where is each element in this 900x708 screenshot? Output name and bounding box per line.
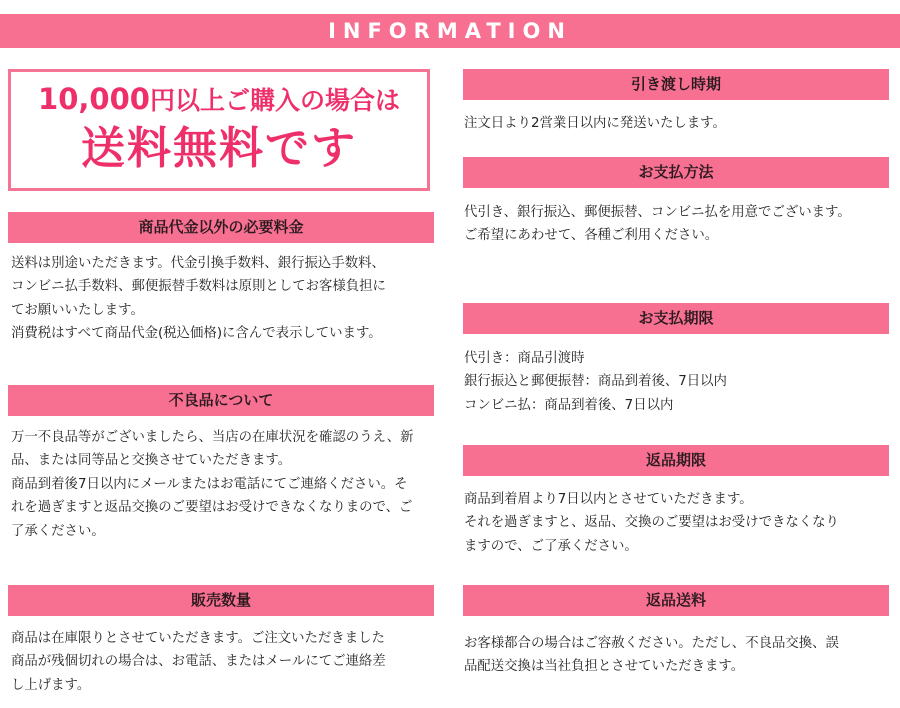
defects-line: れを過ぎますと返品交換のご要望はお受けできなくなりまので、ご (11, 500, 413, 516)
payment-method-line: ご希望にあわせて、各種ご利用ください。 (464, 228, 719, 244)
information-banner (0, 14, 900, 48)
return-shipping-line: 品配送交換は当社負担とさせていただきます。 (464, 659, 745, 675)
quantity-title: 販売数量 (190, 591, 251, 609)
return-shipping-text (464, 632, 892, 679)
banner-title: INFORMATION (328, 19, 572, 43)
quantity-line: 商品が残個切れの場合は、お電話、またはメールにてご連絡差 (11, 654, 386, 670)
section-header-return-period (463, 445, 889, 476)
return-period-text (464, 488, 892, 558)
return-shipping-line: お客様都合の場合はご容赦ください。ただし、不良品交換、誤 (464, 636, 839, 651)
section-header-fees (8, 212, 434, 243)
promo-line-2: 送料無料です (81, 123, 357, 174)
payment-deadline-line: コンビニ払：商品到着後、7日以内 (464, 397, 674, 413)
payment-method-title: お支払方法 (638, 163, 714, 181)
return-period-line: ますので、ご了承ください。 (464, 538, 638, 554)
quantity-line: し上げます。 (11, 677, 91, 693)
section-header-delivery (463, 69, 889, 100)
free-shipping-promo (8, 69, 430, 191)
section-header-payment-deadline (463, 303, 889, 334)
return-period-line: 商品到着眉より7日以内とさせていただきます。 (464, 492, 753, 507)
payment-deadline-text (464, 347, 892, 417)
defects-line: 品、または同等品と交換させていただきます。 (11, 453, 292, 469)
defects-line: 商品到着後7日以内にメールまたはお電話にてご連絡ください。そ (11, 476, 408, 492)
defects-title: 不良品について (168, 391, 274, 409)
defects-text (11, 426, 439, 543)
payment-deadline-line: 代引き：商品引渡時 (464, 351, 585, 366)
return-shipping-title: 返品送料 (645, 591, 706, 609)
delivery-text (464, 112, 892, 135)
promo-line-1 (11, 84, 427, 116)
payment-deadline-title: お支払期限 (638, 309, 714, 327)
delivery-title: 引き渡し時期 (630, 75, 721, 93)
fees-line: 送料は別途いただきます。代金引換手数料、銀行振込手数料、 (11, 256, 385, 271)
fees-title: 商品代金以外の必要料金 (138, 218, 304, 236)
section-header-defects (8, 385, 434, 416)
return-period-title: 返品期限 (645, 451, 706, 469)
return-period-line: それを過ぎますと、返品、交換のご要望はお受けできなくなり (464, 515, 839, 531)
delivery-line: 注文日より2営業日以内に発送いたします。 (464, 116, 726, 131)
promo-condition: 円以上ご購入の場合は (149, 86, 400, 115)
defects-line: 了承ください。 (11, 523, 105, 539)
promo-amount: 10,000 (38, 82, 150, 116)
payment-method-line: 代引き、銀行振込、郵便振替、コンビニ払を用意でございます。 (464, 205, 851, 220)
payment-deadline-line: 銀行振込と郵便振替：商品到着後、7日以内 (464, 374, 727, 390)
section-header-return-shipping (463, 585, 889, 616)
payment-method-text (464, 201, 892, 248)
section-header-quantity (8, 585, 434, 616)
quantity-text (11, 627, 439, 697)
section-header-payment-method (463, 157, 889, 188)
fees-line: コンビニ払手数料、郵便振替手数料は原則としてお客様負担に (11, 279, 386, 295)
fees-text (11, 252, 439, 346)
fees-line: てお願いいたします。 (11, 302, 144, 318)
defects-line: 万一不良品等がございましたら、当店の在庫状況を確認のうえ、新 (11, 430, 414, 445)
fees-line: 消費税はすべて商品代金(税込価格)に含んで表示しています。 (11, 326, 382, 342)
quantity-line: 商品は在庫限りとさせていただきます。ご注文いただきました (11, 631, 385, 646)
